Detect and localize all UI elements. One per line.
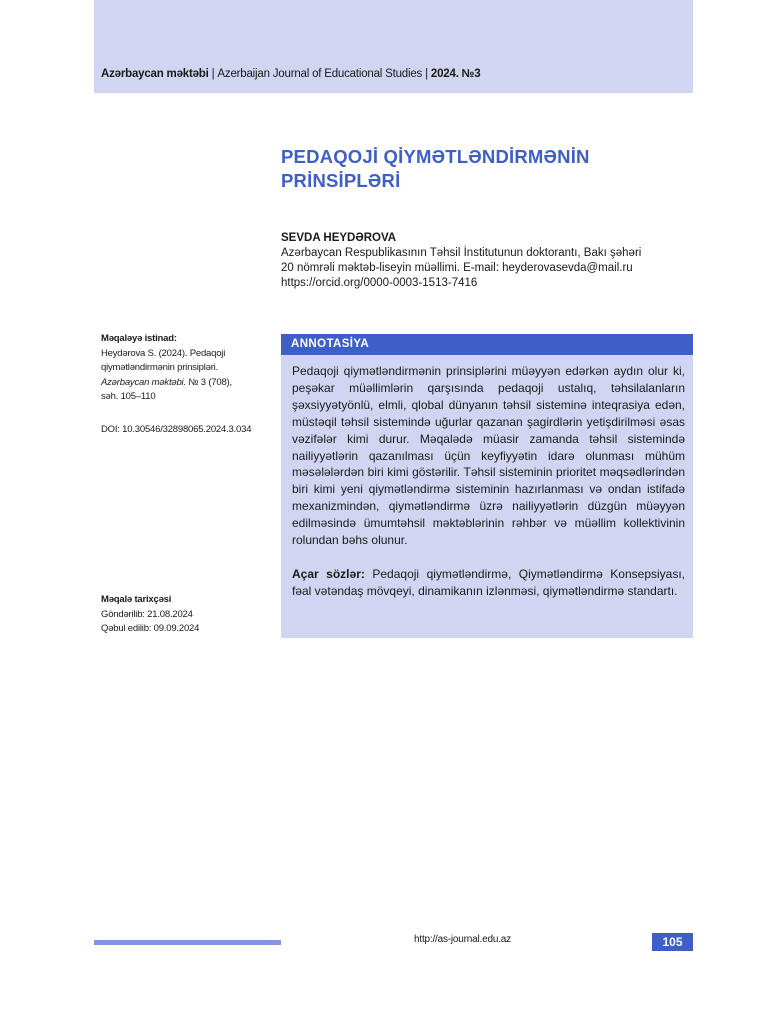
author-name: SEVDA HEYDƏROVA bbox=[281, 232, 397, 244]
keywords-text: Pedaqoji qiymətləndirmə, Qiymətləndirmə Konsepsiyası, fəal vətəndaş mövqeyi, dinamikanın izlənməsi, qiymətləndirmə standartı. bbox=[292, 567, 686, 598]
citation-issue: № 3 (708), bbox=[185, 376, 232, 388]
history-submitted: Göndərilib: 21.08.2024 bbox=[101, 608, 193, 620]
page-number: 105 bbox=[652, 933, 693, 951]
author-block bbox=[281, 231, 681, 291]
citation-line-3 bbox=[101, 376, 271, 391]
footer-bar bbox=[94, 940, 281, 945]
header-separator: | bbox=[211, 68, 215, 80]
citation-label: Məqaləyə istinad: bbox=[101, 333, 177, 344]
keywords-label: Açar sözlər: bbox=[292, 567, 365, 581]
header-separator: | bbox=[425, 68, 428, 80]
header-band bbox=[94, 0, 693, 93]
author-affiliation-2: 20 nömrəli məktəb-liseyin müəllimi. E-mail: heyderovasevda@mail.ru bbox=[281, 262, 633, 274]
citation-line-1: Heydərova S. (2024). Pedaqoji bbox=[101, 347, 226, 359]
history-label: Məqalə tarixçəsi bbox=[101, 594, 172, 605]
author-orcid-link[interactable]: https://orcid.org/0000-0003-1513-7416 bbox=[281, 277, 478, 289]
abstract-heading: ANNOTASİYA bbox=[281, 334, 693, 355]
citation-block bbox=[101, 332, 271, 405]
journal-name-az: Azərbaycan məktəbi bbox=[101, 68, 209, 80]
doi[interactable]: DOI: 10.30546/32898065.2024.3.034 bbox=[101, 424, 252, 435]
title-line-2: PRİNSİPLƏRİ bbox=[281, 170, 401, 191]
abstract-text: Pedaqoji qiymətləndirmənin prinsiplərini müəyyən edərkən aydın olur ki, peşəkar müəllimlərin qarşısında pedaqoji ustalıq, təhsilalanların şəxsiyyətyönlü, elmli, qlobal dünyanın təhsil sisteminə inteqrasiya edən, müstəqil təhsil sistemində uğurlar qazanan şagirdlərin yetişdirilməsi əsas vəzifələr kimi durur. Məqalədə müasir zamanda təhsil sistemində nailiyyətlərin qazanılması üçün keyfiyyətin idarə olunması mühüm məsələlərdən biri kimi göstərilir. Təhsil sisteminin prioritet məqsədlərindən biri kimi yeni qiymətləndirmə sisteminin hazırlanması və ondan istifadə mexanizmindən, qiymətləndirmə üzrə nailiyyətlərin düzgün müəyyən edilməsində ümumtəhsil məktəblərinin rəhbər və müəllim kollektivinin rolundan bəhs olunur. bbox=[292, 364, 685, 548]
footer-url-link[interactable]: http://as-journal.edu.az bbox=[414, 934, 511, 945]
abstract-box bbox=[281, 334, 693, 638]
citation-pages: səh. 105–110 bbox=[101, 391, 156, 402]
keywords bbox=[292, 566, 685, 600]
running-header bbox=[101, 68, 481, 80]
article-title bbox=[281, 145, 681, 193]
citation-line-2: qiymətləndirmənin prinsipləri. bbox=[101, 362, 219, 373]
title-line-1: PEDAQOJİ QİYMƏTLƏNDİRMƏNİN bbox=[281, 146, 590, 167]
history-accepted: Qəbul edilib: 09.09.2024 bbox=[101, 623, 200, 634]
history-block bbox=[101, 593, 271, 637]
author-affiliation-1: Azərbaycan Respublikasının Təhsil İnstitutunun doktorantı, Bakı şəhəri bbox=[281, 247, 642, 259]
citation-journal: Azərbaycan məktəbi. bbox=[101, 376, 186, 388]
issue-number: 2024. №3 bbox=[430, 68, 481, 80]
journal-name-en: Azerbaijan Journal of Educational Studies bbox=[217, 68, 423, 80]
